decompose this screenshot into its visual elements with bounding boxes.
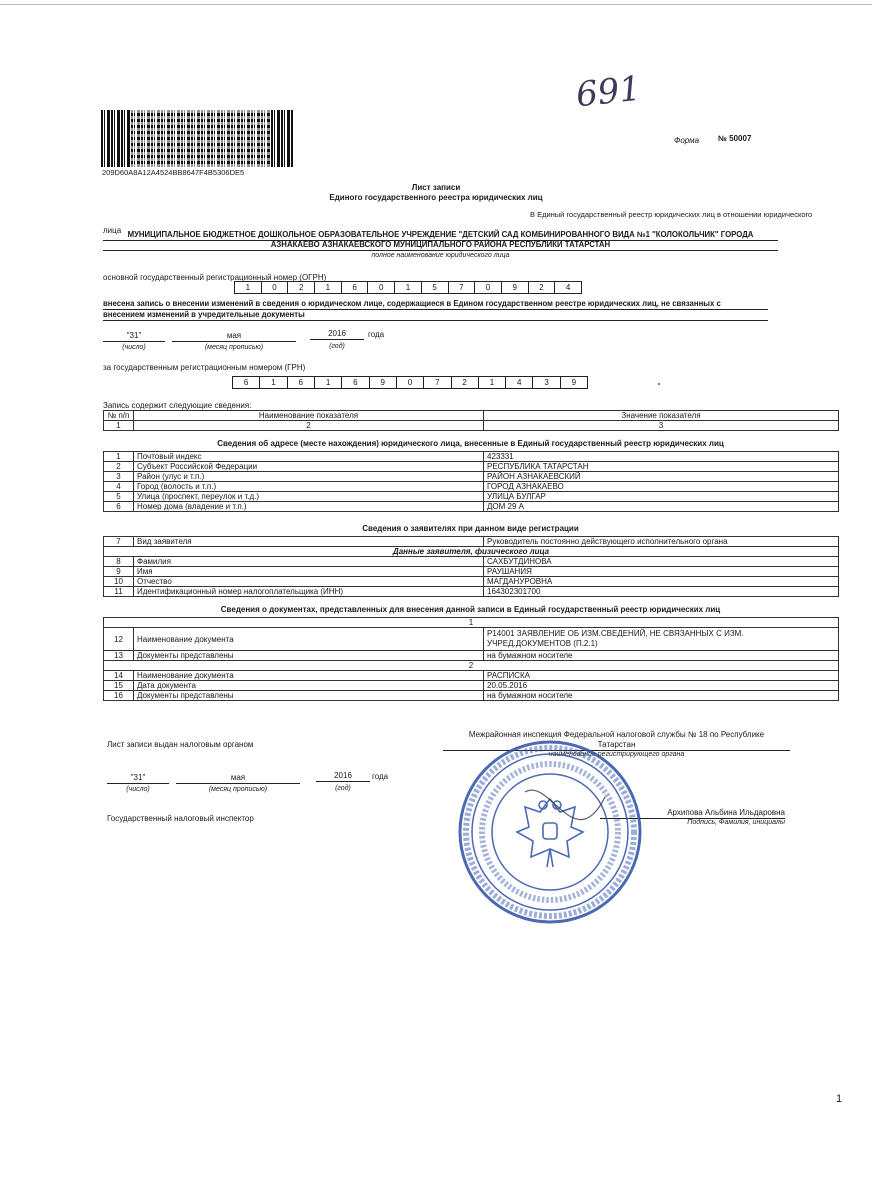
ogrn-digits: [234, 281, 582, 294]
intro-line1: В Единый государственный реестр юридических лиц в отношении юридического: [530, 210, 813, 219]
date2-year: 2016: [316, 771, 370, 782]
seal-inner-ring: [492, 774, 608, 890]
table-group-row: [104, 661, 839, 671]
row-num: 1: [104, 452, 134, 462]
row-value: РАУШАНИЯ: [484, 567, 839, 577]
date1-year: 2016: [310, 329, 364, 340]
row-num: 3: [104, 472, 134, 482]
row-num: 12: [104, 628, 134, 651]
date1-year-word: года: [368, 330, 385, 339]
seal-mid-ring: [472, 754, 628, 910]
ogrn-digit: 1: [235, 282, 262, 293]
grn-digit: 4: [506, 377, 533, 388]
row-value: на бумажном носителе: [484, 651, 839, 661]
table-row: [104, 411, 839, 421]
grn-digit: 6: [342, 377, 369, 388]
row-num: 8: [104, 557, 134, 567]
table-row: [104, 502, 839, 512]
inspector-name: Архипова Альбина Ильдаровна: [600, 808, 785, 819]
row-value: Руководитель постоянно действующего исполнительного органа: [484, 537, 839, 547]
scan-edge: [0, 4, 872, 5]
table-row: [104, 492, 839, 502]
head-value-index: 3: [484, 421, 839, 431]
authority-caption: наименование регистрирующего органа: [548, 751, 685, 758]
head-name: Наименование показателя: [134, 411, 484, 421]
ogrn-digit: 4: [565, 283, 571, 292]
table-subheader: [104, 547, 839, 557]
grn-digit: 1: [315, 377, 342, 388]
date2-cap-day: (число): [126, 786, 150, 793]
date1-month: мая: [172, 331, 296, 342]
official-seal-stamp: [455, 737, 645, 927]
table-row: [104, 691, 839, 701]
authority-line2: Татарстан: [443, 740, 790, 751]
ogrn-digit: 1: [395, 282, 422, 293]
ogrn-digit: 6: [342, 282, 369, 293]
barcode-image: [101, 110, 294, 167]
head-num-index: 1: [104, 421, 134, 431]
form-number: № 50007: [718, 134, 752, 143]
row-num: 14: [104, 671, 134, 681]
table-group-row: [104, 618, 839, 628]
grn-digit: 1: [260, 377, 287, 388]
ogrn-digit: 0: [262, 282, 289, 293]
barcode-code: 209D60A8A12A4524BB8647F4B5306DE5: [102, 168, 245, 177]
head-num: № п/п: [104, 411, 134, 421]
date1-cap-month: (месяц прописью): [204, 344, 264, 351]
date1-cap-day: (число): [122, 344, 146, 351]
documents-table: [103, 617, 839, 701]
intro-line2: лица: [103, 226, 122, 235]
doc-group-2: 2: [104, 661, 839, 671]
table-row: [104, 651, 839, 661]
row-name: Вид заявителя: [134, 537, 484, 547]
row-value: ГОРОД АЗНАКАЕВО: [484, 482, 839, 492]
date2-year-word: года: [372, 772, 389, 781]
doc-group-1: 1: [104, 618, 839, 628]
table-row: [104, 577, 839, 587]
row-value: ДОМ 29 А: [484, 502, 839, 512]
table-row: [104, 628, 839, 651]
table-row: [104, 681, 839, 691]
seal-inner-text-band: [482, 764, 618, 900]
org-name-line2: АЗНАКАЕВО АЗНАКАЕВСКОГО МУНИЦИПАЛЬНОГО РАЙОНА РЕСПУБЛИКИ ТАТАРСТАН: [103, 240, 778, 251]
row-num: 5: [104, 492, 134, 502]
ogrn-digit: 0: [368, 282, 395, 293]
table-row: [104, 537, 839, 547]
page-number: 1: [836, 1093, 843, 1105]
row-num: 13: [104, 651, 134, 661]
head-value: Значение показателя: [484, 411, 839, 421]
row-value: 20.05.2016: [484, 681, 839, 691]
entry-line1: внесена запись о внесении изменений в сведения о юридическом лице, содержащиеся в Едином государственном реестре юридических лиц, не связанных с: [103, 299, 768, 310]
grn-digit: 1: [479, 377, 506, 388]
row-num: 9: [104, 567, 134, 577]
org-caption: полное наименование юридического лица: [371, 252, 510, 259]
row-value-multiline: [484, 628, 839, 651]
seal-outer-text-band: [466, 748, 634, 916]
row-value: УЛИЦА БУЛГАР: [484, 492, 839, 502]
org-name-line1: МУНИЦИПАЛЬНОЕ БЮДЖЕТНОЕ ДОШКОЛЬНОЕ ОБРАЗОВАТЕЛЬНОЕ УЧРЕЖДЕНИЕ "ДЕТСКИЙ САД КОМБИНИРОВАННОГО ВИДА №1 "КОЛОКОЛЬЧИК" ГОРОДА: [103, 230, 778, 241]
inspector-label: Государственный налоговый инспектор: [107, 814, 254, 823]
authority-line1: Межрайонная инспекция Федеральной налоговой службы № 18 по Республике: [468, 730, 765, 739]
date1-cap-year: (год): [329, 343, 345, 350]
address-section-title: Сведения об адресе (месте нахождения) юридического лица, внесенные в Единый государственный реестр юридических лиц: [217, 439, 724, 448]
signature-stroke: [525, 790, 605, 820]
ogrn-digit: 1: [315, 282, 342, 293]
documents-section-title: Сведения о документах, представленных для внесения данной записи в Единый государственный реестр юридических лиц: [220, 605, 721, 614]
ogrn-digit: 2: [529, 282, 556, 293]
row-num: 10: [104, 577, 134, 587]
grn-digit: 0: [397, 377, 424, 388]
row-name: Наименование документа: [134, 628, 484, 651]
info-header-table: [103, 410, 839, 431]
grn-label: за государственным регистрационным номером (ГРН): [103, 363, 306, 372]
table-row: [104, 567, 839, 577]
title-line1: Лист записи: [411, 183, 461, 192]
row-value: САХБУТДИНОВА: [484, 557, 839, 567]
barcode-texture: [131, 110, 271, 167]
row-num: 11: [104, 587, 134, 597]
row-num: 7: [104, 537, 134, 547]
row-value: РЕСПУБЛИКА ТАТАРСТАН: [484, 462, 839, 472]
row-value: РАСПИСКА: [484, 671, 839, 681]
row-name: Субъект Российской Федерации: [134, 462, 484, 472]
ogrn-label: основной государственный регистрационный номер (ОГРН): [103, 273, 327, 282]
grn-digits: [232, 376, 588, 389]
table-row: [104, 452, 839, 462]
table-row: [104, 421, 839, 431]
row-name: Наименование документа: [134, 671, 484, 681]
ogrn-digit: 0: [475, 282, 502, 293]
date2-month: мая: [176, 773, 300, 784]
table-row: [104, 482, 839, 492]
row-name: Город (волость и т.п.): [134, 482, 484, 492]
ogrn-digit: 2: [288, 282, 315, 293]
info-label: Запись содержит следующие сведения:: [103, 401, 252, 410]
grn-digit: 3: [533, 377, 560, 388]
grn-digit: 9: [370, 377, 397, 388]
table-row: [104, 472, 839, 482]
issued-label: Лист записи выдан налоговым органом: [107, 740, 254, 749]
row-num: 6: [104, 502, 134, 512]
date2-cap-month: (месяц прописью): [208, 786, 268, 793]
ogrn-digit: 9: [502, 282, 529, 293]
eagle-emblem-icon: [517, 799, 583, 867]
entry-line2: внесением изменений в учредительные документы: [103, 310, 768, 321]
title-line2: Единого государственного реестра юридических лиц: [329, 193, 543, 202]
address-table: [103, 451, 839, 512]
row-name: Имя: [134, 567, 484, 577]
head-name-index: 2: [134, 421, 484, 431]
date2-day: "31": [107, 773, 169, 784]
row-num: 4: [104, 482, 134, 492]
applicants-section-title: Сведения о заявителях при данном виде регистрации: [362, 524, 579, 533]
table-row: [104, 462, 839, 472]
ogrn-digit: 5: [422, 282, 449, 293]
applicant-subhead: Данные заявителя, физического лица: [104, 547, 839, 557]
date2-cap-year: (год): [335, 785, 351, 792]
row-num: 16: [104, 691, 134, 701]
row-name: Документы представлены: [134, 651, 484, 661]
scan-dot: [658, 383, 660, 385]
applicants-table: [103, 536, 839, 597]
row-name: Улица (проспект, переулок и т.д.): [134, 492, 484, 502]
row-value-line2: УЧРЕД.ДОКУМЕНТОВ (П.2.1): [487, 639, 598, 648]
seal-outer-ring: [460, 742, 640, 922]
row-name: Идентификационный номер налогоплательщика (ИНН): [134, 587, 484, 597]
row-value: на бумажном носителе: [484, 691, 839, 701]
row-name: Документы представлены: [134, 691, 484, 701]
row-value: РАЙОН АЗНАКАЕВСКИЙ: [484, 472, 839, 482]
row-name: Район (улус и т.п.): [134, 472, 484, 482]
grn-digit: 2: [452, 377, 479, 388]
row-num: 2: [104, 462, 134, 472]
row-name: Отчество: [134, 577, 484, 587]
row-num: 15: [104, 681, 134, 691]
row-value: 423331: [484, 452, 839, 462]
grn-digit: 7: [424, 377, 451, 388]
row-value: 164302301700: [484, 587, 839, 597]
row-value-line1: Р14001 ЗАЯВЛЕНИЕ ОБ ИЗМ.СВЕДЕНИЙ, НЕ СВЯЗАННЫХ С ИЗМ.: [487, 629, 744, 638]
row-value: МАГДАНУРОВНА: [484, 577, 839, 587]
row-name: Номер дома (владение и т.п.): [134, 502, 484, 512]
grn-digit: 9: [571, 378, 577, 387]
table-row: [104, 557, 839, 567]
handwritten-number: 691: [574, 68, 643, 116]
row-name: Фамилия: [134, 557, 484, 567]
row-name: Почтовый индекс: [134, 452, 484, 462]
table-row: [104, 587, 839, 597]
row-name: Дата документа: [134, 681, 484, 691]
inspector-caption: Подпись, Фамилия, инициалы: [687, 819, 785, 826]
grn-digit: 6: [233, 377, 260, 388]
ogrn-digit: 7: [449, 282, 476, 293]
date1-day: "31": [103, 331, 165, 342]
grn-digit: 6: [288, 377, 315, 388]
form-label: Форма: [674, 136, 700, 145]
table-row: [104, 671, 839, 681]
